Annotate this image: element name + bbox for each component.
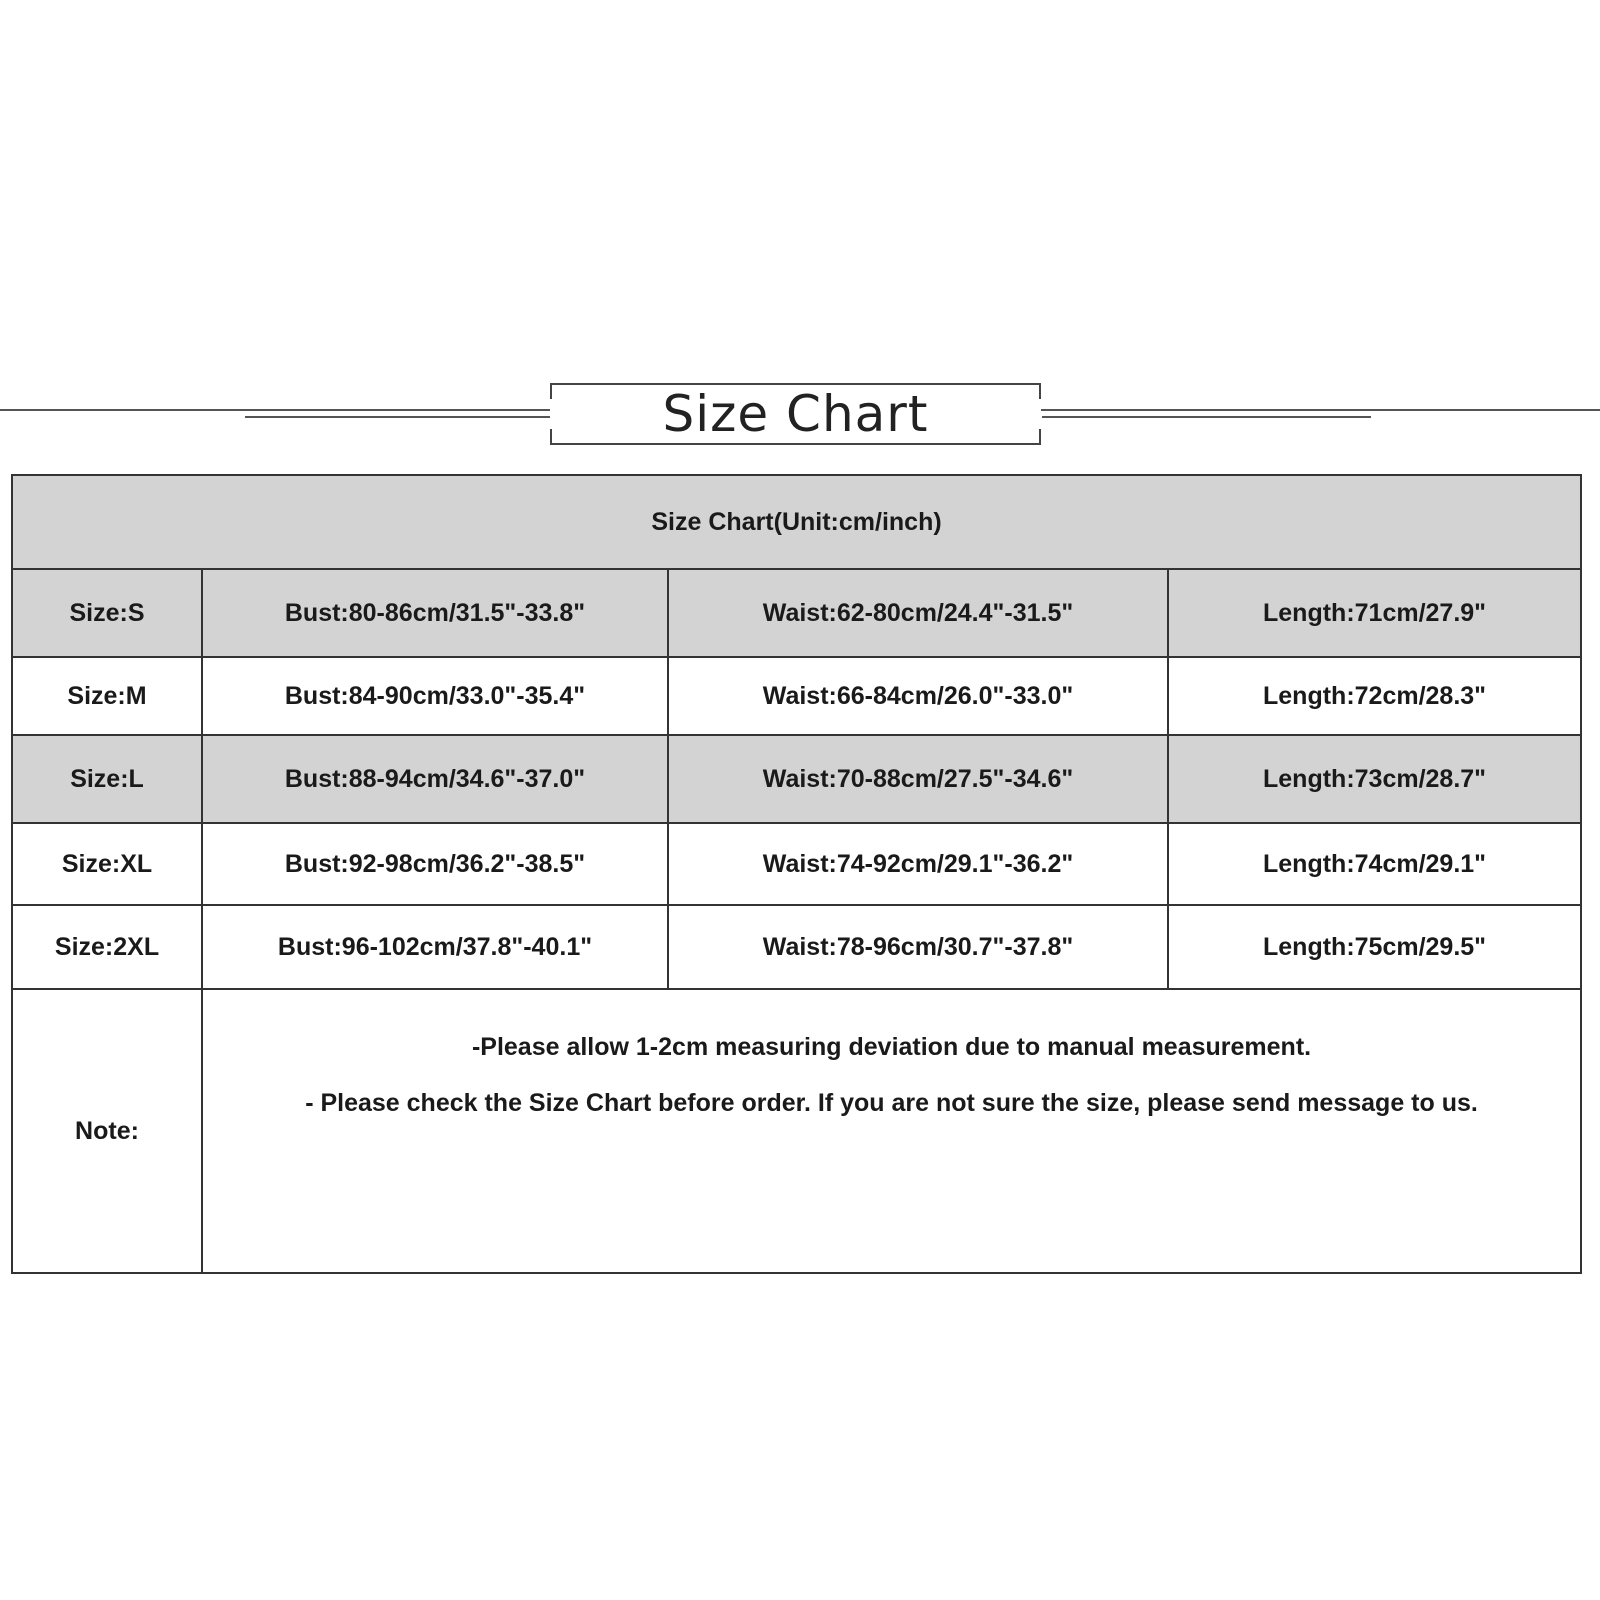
length-cell: Length:72cm/28.3" — [1168, 657, 1581, 735]
page-title: Size Chart — [662, 385, 929, 443]
title-edge-bottom — [550, 443, 1041, 445]
waist-cell: Waist:78-96cm/30.7"-37.8" — [668, 905, 1168, 989]
table-row — [12, 569, 1581, 657]
bust-cell: Bust:88-94cm/34.6"-37.0" — [202, 735, 668, 823]
waist-cell: Waist:74-92cm/29.1"-36.2" — [668, 823, 1168, 905]
table-row — [12, 657, 1581, 735]
title-banner — [550, 383, 1041, 445]
note-content — [202, 989, 1581, 1273]
bust-cell: Bust:80-86cm/31.5"-33.8" — [202, 569, 668, 657]
table-row — [12, 823, 1581, 905]
waist-cell: Waist:70-88cm/27.5"-34.6" — [668, 735, 1168, 823]
note-label: Note: — [12, 989, 202, 1273]
length-cell: Length:73cm/28.7" — [1168, 735, 1581, 823]
title-rule-inner-right — [1042, 416, 1371, 418]
size-cell: Size:2XL — [12, 905, 202, 989]
size-cell: Size:L — [12, 735, 202, 823]
size-chart-table — [11, 474, 1582, 1274]
table-row — [12, 735, 1581, 823]
length-cell: Length:71cm/27.9" — [1168, 569, 1581, 657]
bust-cell: Bust:84-90cm/33.0"-35.4" — [202, 657, 668, 735]
length-cell: Length:75cm/29.5" — [1168, 905, 1581, 989]
length-cell: Length:74cm/29.1" — [1168, 823, 1581, 905]
size-cell: Size:M — [12, 657, 202, 735]
note-row — [12, 989, 1581, 1273]
size-cell: Size:S — [12, 569, 202, 657]
bust-cell: Bust:92-98cm/36.2"-38.5" — [202, 823, 668, 905]
table-row — [12, 905, 1581, 989]
table-header: Size Chart(Unit:cm/inch) — [12, 475, 1581, 569]
note-line: -Please allow 1-2cm measuring deviation due to manual measurement. — [471, 1033, 1312, 1061]
waist-cell: Waist:66-84cm/26.0"-33.0" — [668, 657, 1168, 735]
waist-cell: Waist:62-80cm/24.4"-31.5" — [668, 569, 1168, 657]
title-rule-inner-left — [245, 416, 550, 418]
table-header-row — [12, 475, 1581, 569]
note-line: - Please check the Size Chart before order. If you are not sure the size, please send message to us. — [305, 1089, 1478, 1117]
bust-cell: Bust:96-102cm/37.8"-40.1" — [202, 905, 668, 989]
size-cell: Size:XL — [12, 823, 202, 905]
